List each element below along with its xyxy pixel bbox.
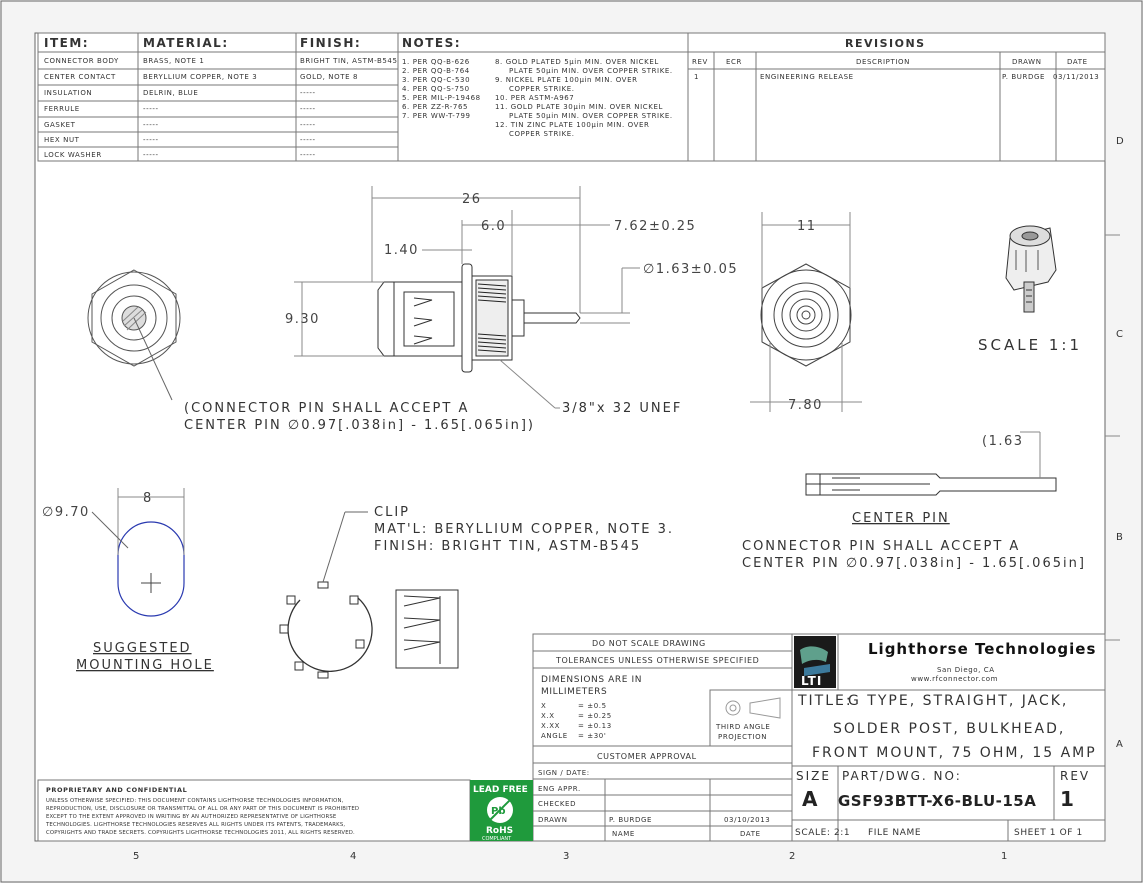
proprietary-text: REPRODUCTION, USE, DISCLOSURE OR TRANSMITTAL OF ALL OR ANY PART OF THIS DOCUMENT IS PROHIBITED (46, 806, 360, 812)
bom-finish: GOLD, NOTE 8 (300, 73, 358, 81)
part-number: GSF93BTT-X6-BLU-15A (838, 792, 1037, 810)
rev-row-description: ENGINEERING RELEASE (760, 73, 854, 81)
zone-5: 5 (133, 851, 140, 862)
name-label: NAME (612, 830, 635, 838)
note-line: 6. PER ZZ-R-765 (402, 103, 469, 111)
tol-key: X.XX (541, 722, 561, 730)
zone-4: 4 (350, 851, 357, 862)
tol-value: = ±0.5 (578, 702, 607, 710)
tol-key: X.X (541, 712, 555, 720)
dim-hex: 11 (797, 219, 817, 234)
proprietary-text: UNLESS OTHERWISE SPECIFIED: THIS DOCUMENT CONTAINS LIGHTHORSE TECHNOLOGIES INFORMATION, (46, 798, 344, 804)
file-name-label: FILE NAME (868, 828, 922, 838)
bom-item: INSULATION (44, 89, 93, 97)
tol-value: = ±30' (578, 732, 607, 740)
size-value: A (802, 787, 818, 811)
dim-overall-length: 26 (462, 192, 482, 207)
lead-free-text: LEAD FREE (473, 785, 528, 795)
note-line: 1. PER QQ-B-626 (402, 58, 470, 66)
zone-3: 3 (563, 851, 570, 862)
eng-appr: ENG APPR. (538, 785, 581, 793)
zone-c: C (1116, 329, 1124, 340)
bom-item: CONNECTOR BODY (44, 57, 119, 65)
bom-finish: ----- (300, 121, 316, 129)
note-line: 7. PER WW-T-799 (402, 112, 471, 120)
bom-header-material: MATERIAL: (143, 36, 229, 50)
mounting-label-2: MOUNTING HOLE (76, 658, 214, 673)
note-line: PLATE 50μin MIN. OVER COPPER STRIKE. (509, 112, 673, 120)
note-line: 3. PER QQ-C-530 (402, 76, 471, 84)
note-line: 2. PER QQ-B-764 (402, 67, 470, 75)
rev-row-rev: 1 (694, 73, 700, 81)
proprietary-title: PROPRIETARY AND CONFIDENTIAL (46, 786, 188, 794)
pb-text: Pb (491, 806, 506, 817)
dim-mount-width: 8 (143, 491, 153, 506)
compliant-text: COMPLIANT (482, 836, 512, 842)
rev-row-date: 03/11/2013 (1053, 73, 1100, 81)
drawn-by: P. BURDGE (609, 816, 653, 824)
note-line: 10. PER ASTM-A967 (495, 94, 575, 102)
do-not-scale: DO NOT SCALE DRAWING (592, 639, 706, 648)
dim-pin-diameter: ∅1.63±0.05 (643, 262, 739, 277)
rohs-text: RoHS (486, 826, 514, 836)
rev-header-rev: REV (692, 58, 708, 66)
note-line: 9. NICKEL PLATE 100μin MIN. OVER (495, 76, 638, 84)
note-line: 11. GOLD PLATE 30μin MIN. OVER NICKEL (495, 103, 664, 111)
rev-value: 1 (1060, 787, 1074, 811)
bom-material: ----- (143, 151, 159, 159)
logo-text: LTI (801, 674, 823, 688)
bom-item: GASKET (44, 121, 76, 129)
company-city: San Diego, CA (937, 666, 995, 674)
accept-callout-line1: (CONNECTOR PIN SHALL ACCEPT A (184, 401, 470, 416)
inner-border (35, 33, 1105, 841)
drawn-date: 03/10/2013 (724, 816, 771, 824)
sheet-label: SHEET 1 OF 1 (1014, 828, 1083, 838)
clip-finish: FINISH: BRIGHT TIN, ASTM-B545 (374, 539, 642, 554)
bom-material: ----- (143, 121, 159, 129)
dim-pin-tip: (1.63 (982, 434, 1024, 449)
projection-label-1: THIRD ANGLE (716, 723, 771, 731)
title-line-3: FRONT MOUNT, 75 OHM, 15 AMP (812, 745, 1097, 761)
company-name: Lighthorse Technologies (868, 640, 1097, 658)
accept-callout-line4: CENTER PIN ∅0.97[.038in] - 1.65[.065in] (742, 556, 1086, 571)
dim-body-height: 9.30 (285, 312, 320, 327)
bom-finish: ----- (300, 105, 316, 113)
accept-callout-line3: CONNECTOR PIN SHALL ACCEPT A (742, 539, 1021, 554)
scale-value: SCALE: 2:1 (795, 828, 851, 838)
dims-in-units: MILLIMETERS (541, 687, 608, 697)
title-line-2: SOLDER POST, BULKHEAD, (833, 721, 1066, 737)
dim-flange: 1.40 (384, 243, 419, 258)
note-line: 8. GOLD PLATED 5μin MIN. OVER NICKEL (495, 58, 659, 66)
dim-pin-length: 7.62±0.25 (614, 219, 697, 234)
mounting-label-1: SUGGESTED (93, 641, 192, 656)
bom-material: DELRIN, BLUE (143, 89, 199, 97)
bom-header-finish: FINISH: (300, 36, 362, 50)
note-line: COPPER STRIKE. (509, 130, 575, 138)
rev-row-drawn: P. BURDGE (1002, 73, 1046, 81)
checked: CHECKED (538, 800, 577, 808)
bom-item: FERRULE (44, 105, 80, 113)
bom-material: BERYLLIUM COPPER, NOTE 3 (143, 73, 258, 81)
dim-rear-width: 7.80 (788, 398, 823, 413)
title-line-1: G TYPE, STRAIGHT, JACK, (848, 693, 1069, 709)
proprietary-text: EXCEPT TO THE EXTENT APPROVED IN WRITING BY AN AUTHORIZED REPRESENTATIVE OF LIGHTHORSE (46, 814, 337, 820)
bom-header-item: ITEM: (44, 36, 90, 50)
size-label: SIZE (796, 769, 831, 783)
bom-finish: ----- (300, 151, 316, 159)
rev-header-drawn: DRAWN (1012, 58, 1042, 66)
bom-material: BRASS, NOTE 1 (143, 57, 205, 65)
proprietary-text: COPYRIGHTS AND TRADE SECRETS. COPYRIGHTS LIGHTHORSE TECHNOLOGIES 2011, ALL RIGHTS RESERVED. (46, 830, 355, 836)
clip-label: CLIP (374, 505, 410, 520)
bom-finish: ----- (300, 89, 316, 97)
zone-a: A (1116, 739, 1124, 750)
bom-finish: ----- (300, 136, 316, 144)
dims-in-label: DIMENSIONS ARE IN (541, 675, 643, 685)
bom-item: LOCK WASHER (44, 151, 102, 159)
tol-value: = ±0.25 (578, 712, 612, 720)
company-web: www.rfconnector.com (911, 675, 999, 683)
zone-2: 2 (789, 851, 796, 862)
part-label: PART/DWG. NO: (842, 769, 962, 783)
iso-scale-label: SCALE 1:1 (978, 336, 1082, 354)
zone-b: B (1116, 532, 1124, 543)
thread-callout: 3/8"x 32 UNEF (562, 401, 683, 416)
dim-mount-diameter: ∅9.70 (42, 505, 90, 520)
bom-header-notes: NOTES: (402, 36, 462, 50)
proprietary-text: TECHNOLOGIES. LIGHTHORSE TECHNOLOGIES RESERVES ALL RIGHTS UNDER ITS PATENTS, TRADEMARKS, (46, 822, 346, 828)
sign-date: SIGN / DATE: (538, 769, 590, 777)
note-line: 12. TIN ZINC PLATE 100μin MIN. OVER (495, 121, 650, 129)
projection-label-2: PROJECTION (718, 733, 768, 741)
rev-header-date: DATE (1067, 58, 1088, 66)
drawn: DRAWN (538, 816, 568, 824)
note-line: COPPER STRIKE. (509, 85, 575, 93)
rev-header-description: DESCRIPTION (856, 58, 910, 66)
bom-finish: BRIGHT TIN, ASTM-B545 (300, 57, 398, 65)
tol-key: X (541, 702, 547, 710)
note-line: 5. PER MIL-P-19468 (402, 94, 481, 102)
rev-label: REV (1060, 769, 1091, 783)
revisions-title: REVISIONS (845, 37, 926, 50)
tolerances-label: TOLERANCES UNLESS OTHERWISE SPECIFIED (556, 656, 760, 665)
dim-thread-length: 6.0 (481, 219, 507, 234)
zone-d: D (1116, 136, 1125, 147)
tol-value: = ±0.13 (578, 722, 612, 730)
zone-1: 1 (1001, 851, 1008, 862)
clip-material: MAT'L: BERYLLIUM COPPER, NOTE 3. (374, 522, 674, 537)
center-pin-label: CENTER PIN (852, 511, 950, 526)
note-line: PLATE 50μin MIN. OVER COPPER STRIKE. (509, 67, 673, 75)
bom-material: ----- (143, 105, 159, 113)
bom-material: ----- (143, 136, 159, 144)
bom-item: HEX NUT (44, 136, 80, 144)
tol-key: ANGLE (541, 732, 568, 740)
note-line: 4. PER QQ-S-750 (402, 85, 470, 93)
date-label: DATE (740, 830, 761, 838)
customer-approval: CUSTOMER APPROVAL (597, 752, 697, 761)
accept-callout-line2: CENTER PIN ∅0.97[.038in] - 1.65[.065in]) (184, 418, 535, 433)
title-label: TITLE: (798, 693, 853, 709)
rev-header-ecr: ECR (726, 58, 742, 66)
bom-item: CENTER CONTACT (44, 73, 116, 81)
